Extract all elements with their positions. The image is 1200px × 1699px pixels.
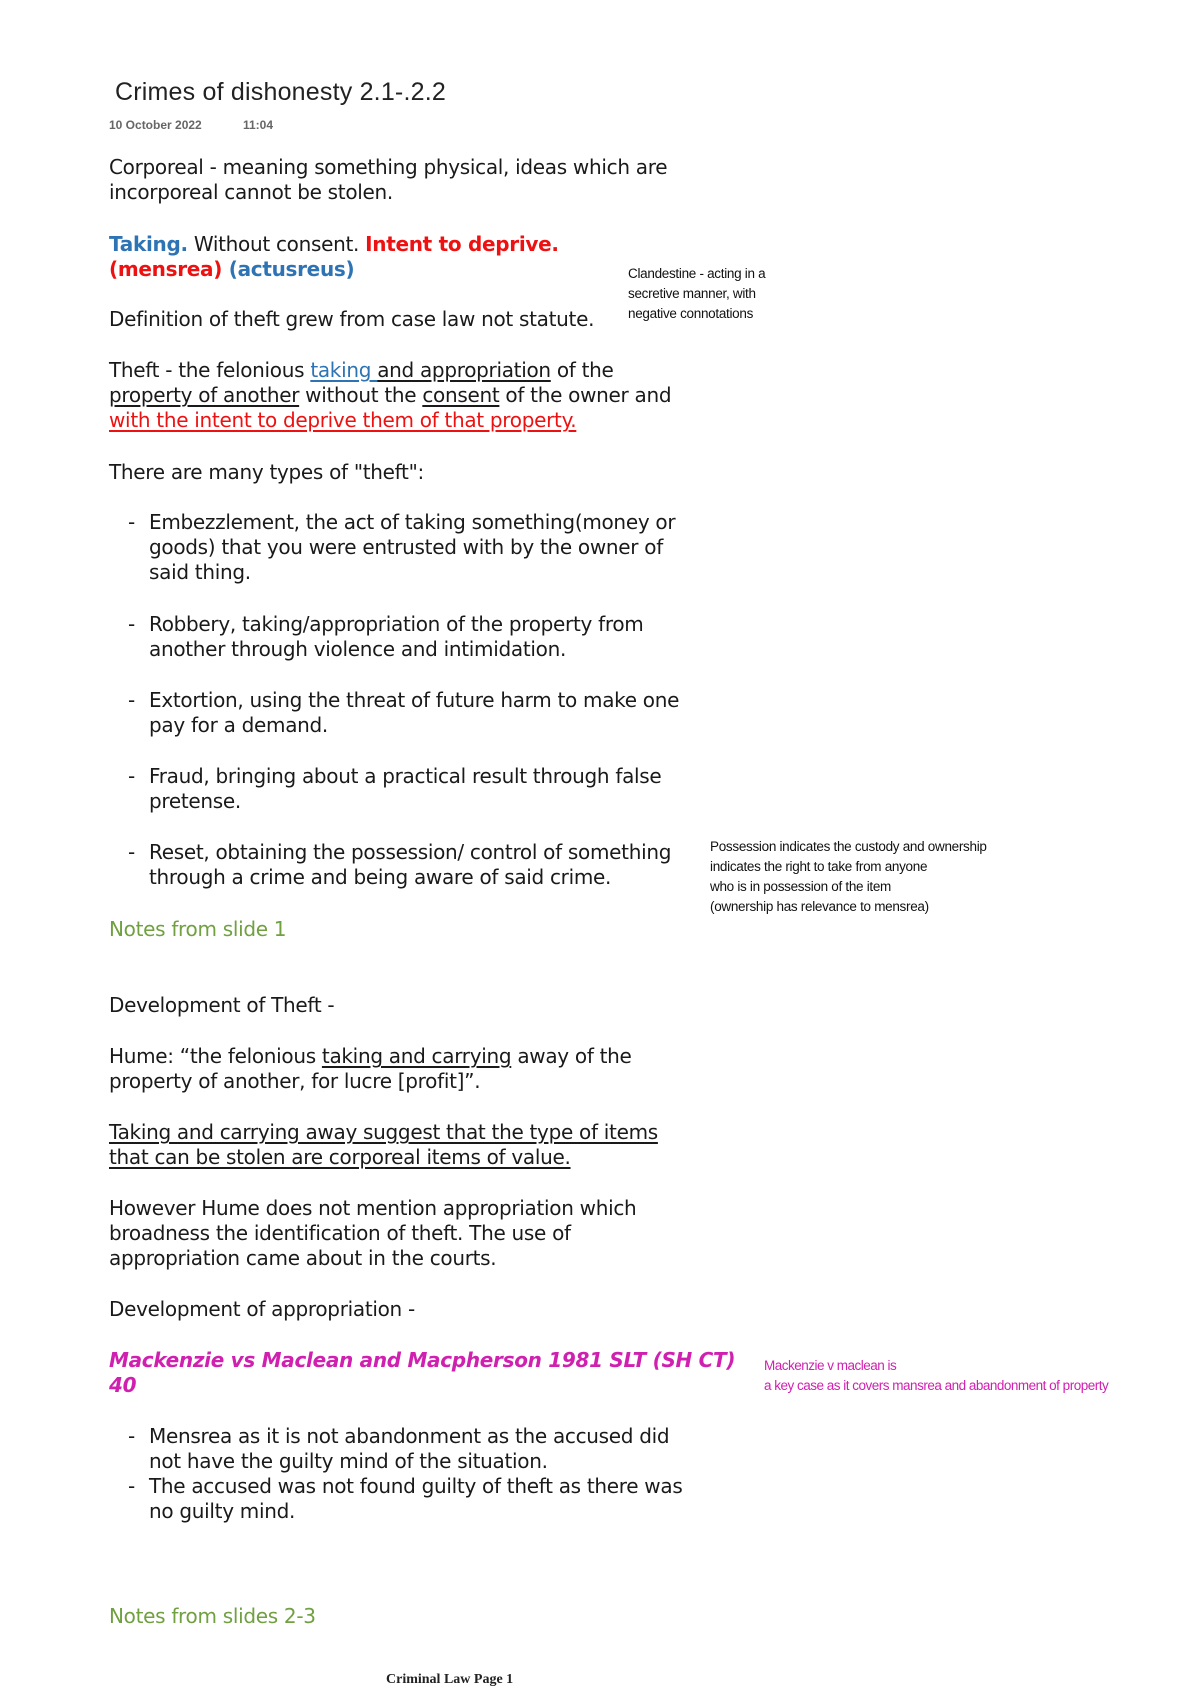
list-item-text: Robbery, taking/appropriation of the property from xyxy=(149,612,644,636)
appropriation-heading: Development of appropriation - xyxy=(109,1297,415,1321)
list-item-text: Reset, obtaining the possession/ control of something xyxy=(149,840,672,864)
however-line-2: broadness the identification of theft. The use of xyxy=(109,1221,571,1245)
without-consent-label: Without consent. xyxy=(187,232,366,256)
theft-def-line-1 xyxy=(109,358,614,384)
list-dash: - xyxy=(128,1474,135,1498)
elements-line-1 xyxy=(109,232,559,258)
list-dash: - xyxy=(128,840,135,864)
taking-carrying-underlined: taking and carrying xyxy=(321,1044,512,1068)
side-note-line: (ownership has relevance to mensrea) xyxy=(710,899,929,914)
list-item xyxy=(0,688,720,738)
hume-line-2: property of another, for lucre [profit]”. xyxy=(109,1069,481,1093)
theft-def-text: without the xyxy=(299,383,423,407)
list-dash: - xyxy=(128,1424,135,1448)
list-item-text: pay for a demand. xyxy=(149,713,328,737)
however-line-3: appropriation came about in the courts. xyxy=(109,1246,497,1270)
list-item-text: Extortion, using the threat of future harm to make one xyxy=(149,688,680,712)
list-item-text: Embezzlement, the act of taking something(money or xyxy=(149,510,676,534)
notes-slides-2-3: Notes from slides 2-3 xyxy=(109,1604,316,1628)
definition-text: Definition of theft grew from case law not statute. xyxy=(109,307,595,331)
list-item xyxy=(0,764,720,814)
page-footer: Criminal Law Page 1 xyxy=(386,1672,514,1687)
list-dash: - xyxy=(128,764,135,788)
intro-line-2: incorporeal cannot be stolen. xyxy=(109,180,393,204)
consent-underlined: consent xyxy=(422,383,500,407)
actusreus-label: (actusreus) xyxy=(222,257,355,281)
list-item-text: said thing. xyxy=(149,560,251,584)
list-item-text: Mensrea as it is not abandonment as the accused did xyxy=(149,1424,670,1448)
side-note-line: Possession indicates the custody and ownership xyxy=(710,839,987,854)
taking-underlined: taking xyxy=(310,358,378,382)
page-date: 10 October 2022 xyxy=(109,118,202,132)
property-underlined: property of another xyxy=(109,383,300,407)
case-title-line-1: Mackenzie vs Maclean and Macpherson 1981 SLT (SH CT) xyxy=(109,1348,736,1372)
intent-label: Intent to deprive. xyxy=(365,232,559,256)
side-note-line: Mackenzie v maclean is xyxy=(764,1358,897,1373)
list-dash: - xyxy=(128,612,135,636)
theft-def-text: Theft - the felonious xyxy=(109,358,311,382)
side-note-line: negative connotations xyxy=(628,306,754,321)
list-item-text: Fraud, bringing about a practical result through false xyxy=(149,764,662,788)
taking-label: Taking. xyxy=(109,232,188,256)
page-time: 11:04 xyxy=(243,118,274,132)
side-note-line: who is in possession of the item xyxy=(710,879,891,894)
list-item-text: pretense. xyxy=(149,789,241,813)
hume-line-1 xyxy=(109,1044,632,1070)
side-note-line: Clandestine - acting in a xyxy=(628,266,766,281)
suggest-line-1: Taking and carrying away suggest that the type of items xyxy=(109,1120,658,1144)
list-dash: - xyxy=(128,688,135,712)
theft-def-line-2 xyxy=(109,383,671,409)
case-title-line-2: 40 xyxy=(109,1373,137,1397)
list-item xyxy=(0,1424,720,1474)
list-item-text: goods) that you were entrusted with by the owner of xyxy=(149,535,663,559)
development-heading: Development of Theft - xyxy=(109,993,335,1017)
suggest-line-2: that can be stolen are corporeal items of value. xyxy=(109,1145,571,1169)
side-note-line: a key case as it covers mansrea and abandonment of property xyxy=(764,1378,1109,1393)
list-item-text: The accused was not found guilty of theft as there was xyxy=(149,1474,683,1498)
side-note-clandestine xyxy=(628,264,765,324)
list-item-text: not have the guilty mind of the situation. xyxy=(149,1449,548,1473)
list-item xyxy=(0,612,720,662)
however-line-1: However Hume does not mention appropriation which xyxy=(109,1196,637,1220)
theft-def-text: of the owner and xyxy=(499,383,672,407)
side-note-line: indicates the right to take from anyone xyxy=(710,859,928,874)
side-note-possession xyxy=(710,837,987,917)
list-item-text: another through violence and intimidation. xyxy=(149,637,567,661)
types-intro: There are many types of "theft": xyxy=(109,460,424,484)
theft-def-text: of the xyxy=(550,358,614,382)
side-note-line: secretive manner, with xyxy=(628,286,756,301)
hume-text: away of the xyxy=(511,1044,632,1068)
mensrea-label: (mensrea) xyxy=(109,257,223,281)
list-item xyxy=(0,1474,720,1524)
page-title: Crimes of dishonesty 2.1-.2.2 xyxy=(115,78,446,106)
intent-underlined: with the intent to deprive them of that property. xyxy=(109,408,577,432)
hume-text: Hume: “the felonious xyxy=(109,1044,322,1068)
list-item-text: through a crime and being aware of said crime. xyxy=(149,865,612,889)
intro-line-1: Corporeal - meaning something physical, ideas which are xyxy=(109,155,668,179)
notes-slide-1: Notes from slide 1 xyxy=(109,917,287,941)
elements-line-2 xyxy=(109,257,354,283)
side-note-mackenzie xyxy=(764,1356,1108,1396)
list-item xyxy=(0,510,720,586)
appropriation-underlined: and appropriation xyxy=(377,358,551,382)
list-dash: - xyxy=(128,510,135,534)
list-item-text: no guilty mind. xyxy=(149,1499,296,1523)
list-item xyxy=(0,840,720,890)
